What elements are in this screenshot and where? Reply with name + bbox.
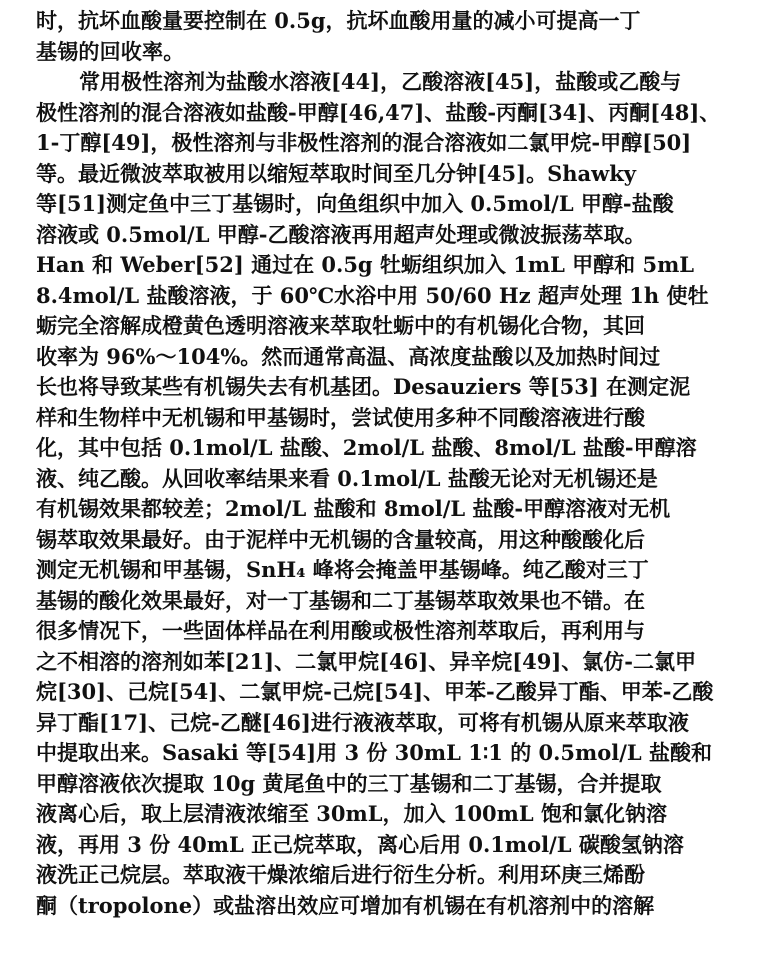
text-line: 之不相溶的溶剂如苯[21]、二氯甲烷[46]、异辛烷[49]、氯仿-二氯甲 — [36, 648, 697, 674]
text-line: Han 和 Weber[52] 通过在 0.5g 牡蛎组织加入 1mL 甲醇和 5mL — [36, 252, 695, 277]
text-line: 8.4mol/L 盐酸溶液，于 60℃水浴中用 50/60 Hz 超声处理 1h 使牡 — [36, 282, 709, 308]
text-line: 液洗正己烷层。萃取液干燥浓缩后进行衍生分析。利用环庚三烯酚 — [36, 862, 645, 887]
text-line: 异丁酯[17]、己烷-乙醚[46]进行液液萃取，可将有机锡从原来萃取液 — [36, 709, 689, 735]
text-line: 长也将导致某些有机锡失去有机基团。Desauziers 等[53] 在测定泥 — [36, 374, 691, 399]
text-line: 时，抗坏血酸量要控制在 0.5g，抗坏血酸用量的减小可提高一丁 — [36, 8, 641, 33]
text-line: 甲醇溶液依次提取 10g 黄尾鱼中的三丁基锡和二丁基锡，合并提取 — [36, 770, 662, 796]
text-line: 液、纯乙酸。从回收率结果来看 0.1mol/L 盐酸无论对无机锡还是 — [36, 465, 658, 491]
text-line: 液，再用 3 份 40mL 正己烷萃取，离心后用 0.1mol/L 碳酸氢钠溶 — [36, 831, 684, 857]
text-line: 蛎完全溶解成橙黄色透明溶液来萃取牡蛎中的有机锡化合物，其回 — [36, 313, 645, 338]
text-line: 收率为 96%～104%。然而通常高温、高浓度盐酸以及加热时间过 — [36, 343, 661, 369]
text-line: 基锡的酸化效果最好，对一丁基锡和二丁基锡萃取效果也不错。在 — [36, 587, 645, 613]
text-line: 极性溶剂的混合溶液如盐酸-甲醇[46,47]、盐酸-丙酮[34]、丙酮[48]、 — [36, 99, 721, 125]
text-line: 样和生物样中无机锡和甲基锡时，尝试使用多种不同酸溶液进行酸 — [36, 404, 645, 430]
text-line: 基锡的回收率。 — [36, 38, 185, 64]
text-line: 溶液或 0.5mol/L 甲醇-乙酸溶液再用超声处理或微波振荡萃取。 — [36, 221, 646, 247]
text-line: 烷[30]、己烷[54]、二氯甲烷-己烷[54]、甲苯-乙酸异丁酯、甲苯-乙酸 — [36, 679, 714, 704]
text-line: 等。最近微波萃取被用以缩短萃取时间至几分钟[45]。Shawky — [36, 160, 636, 186]
text-line: 常用极性溶剂为盐酸水溶液[44]，乙酸溶液[45]，盐酸或乙酸与 — [79, 69, 682, 94]
text-line: 化，其中包括 0.1mol/L 盐酸、2mol/L 盐酸、8mol/L 盐酸-甲醇溶 — [36, 435, 697, 460]
text-line: 等[51]测定鱼中三丁基锡时，向鱼组织中加入 0.5mol/L 甲醇-盐酸 — [36, 191, 674, 216]
text-line: 测定无机锡和甲基锡，SnH₄ 峰将会掩盖甲基锡峰。纯乙酸对三丁 — [36, 557, 649, 582]
text-line: 锡萃取效果最好。由于泥样中无机锡的含量较高，用这种酸酸化后 — [36, 526, 645, 552]
text-line: 中提取出来。Sasaki 等[54]用 3 份 30mL 1∶1 的 0.5mol/L 盐酸和 — [36, 740, 712, 765]
text-line: 1-丁醇[49]，极性溶剂与非极性溶剂的混合溶液如二氯甲烷-甲醇[50] — [36, 130, 692, 155]
text-line: 酮（tropolone）或盐溶出效应可增加有机锡在有机溶剂中的溶解 — [36, 892, 655, 918]
text-body — [36, 6, 756, 921]
text-line: 液离心后，取上层清液浓缩至 30mL，加入 100mL 饱和氯化钠溶 — [36, 801, 667, 826]
text-line: 很多情况下，一些固体样品在利用酸或极性溶剂萃取后，再利用与 — [36, 618, 645, 643]
text-line: 有机锡效果都较差；2mol/L 盐酸和 8mol/L 盐酸-甲醇溶液对无机 — [36, 496, 671, 521]
